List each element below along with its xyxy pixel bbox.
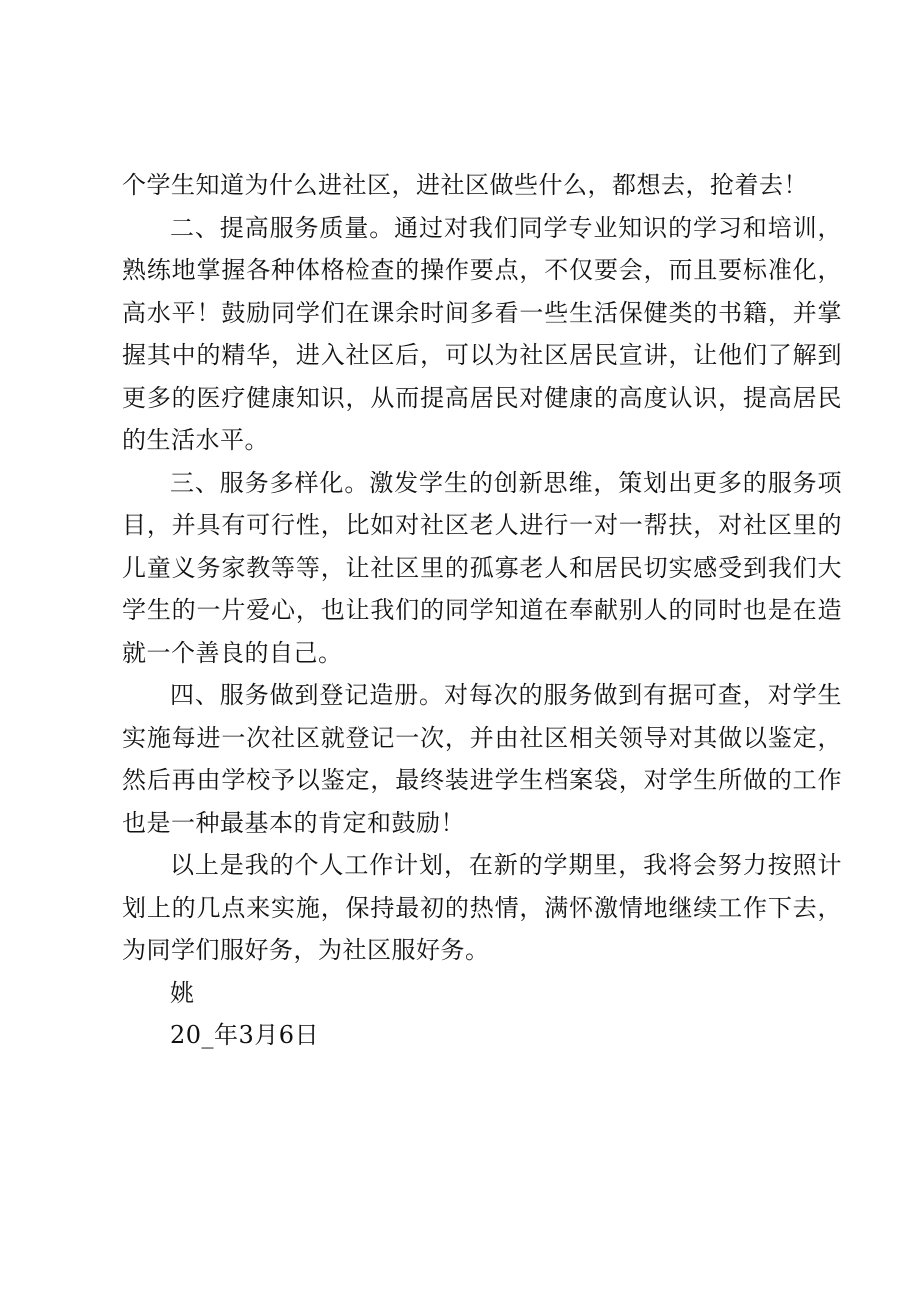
paragraph-service-diversity: 三、服务多样化。激发学生的创新思维，策划出更多的服务项目，并具有可行性，比如对社区老人进行一对一帮扶，对社区里的儿童义务家教等等，让社区里的孤寡老人和居民切实感受到我们大学生的一片爱心，也让我们的同学知道在奉献别人的同时也是在造就一个善良的自己。 <box>122 468 842 667</box>
paragraph-continuation: 个学生知道为什么进社区，进社区做些什么，都想去，抢着去！ <box>122 171 808 199</box>
document-page <box>122 164 842 1057</box>
paragraph-service-registration: 四、服务做到登记造册。对每次的服务做到有据可查，对学生实施每进一次社区就登记一次，并由社区相关领导对其做以鉴定，然后再由学校予以鉴定，最终装进学生档案袋，对学生所做的工作也是一种最基本的肯定和鼓励！ <box>122 681 842 837</box>
signature-date: 20_年3月6日 <box>170 1021 320 1049</box>
signature-name: 姚 <box>170 978 195 1007</box>
paragraph-conclusion: 以上是我的个人工作计划，在新的学期里，我将会努力按照计划上的几点来实施，保持最初的热情，满怀激情地继续工作下去，为同学们服好务，为社区服好务。 <box>122 851 842 964</box>
paragraph-service-quality: 二、提高服务质量。通过对我们同学专业知识的学习和培训，熟练地掌握各种体格检查的操作要点，不仅要会，而且要标准化，高水平！鼓励同学们在课余时间多看一些生活保健类的书籍，并掌握其中的精华，进入社区后，可以为社区居民宣讲，让他们了解到更多的医疗健康知识，从而提高居民对健康的高度认识，提高居民的生活水平。 <box>122 213 842 454</box>
signature-block <box>122 972 842 1057</box>
